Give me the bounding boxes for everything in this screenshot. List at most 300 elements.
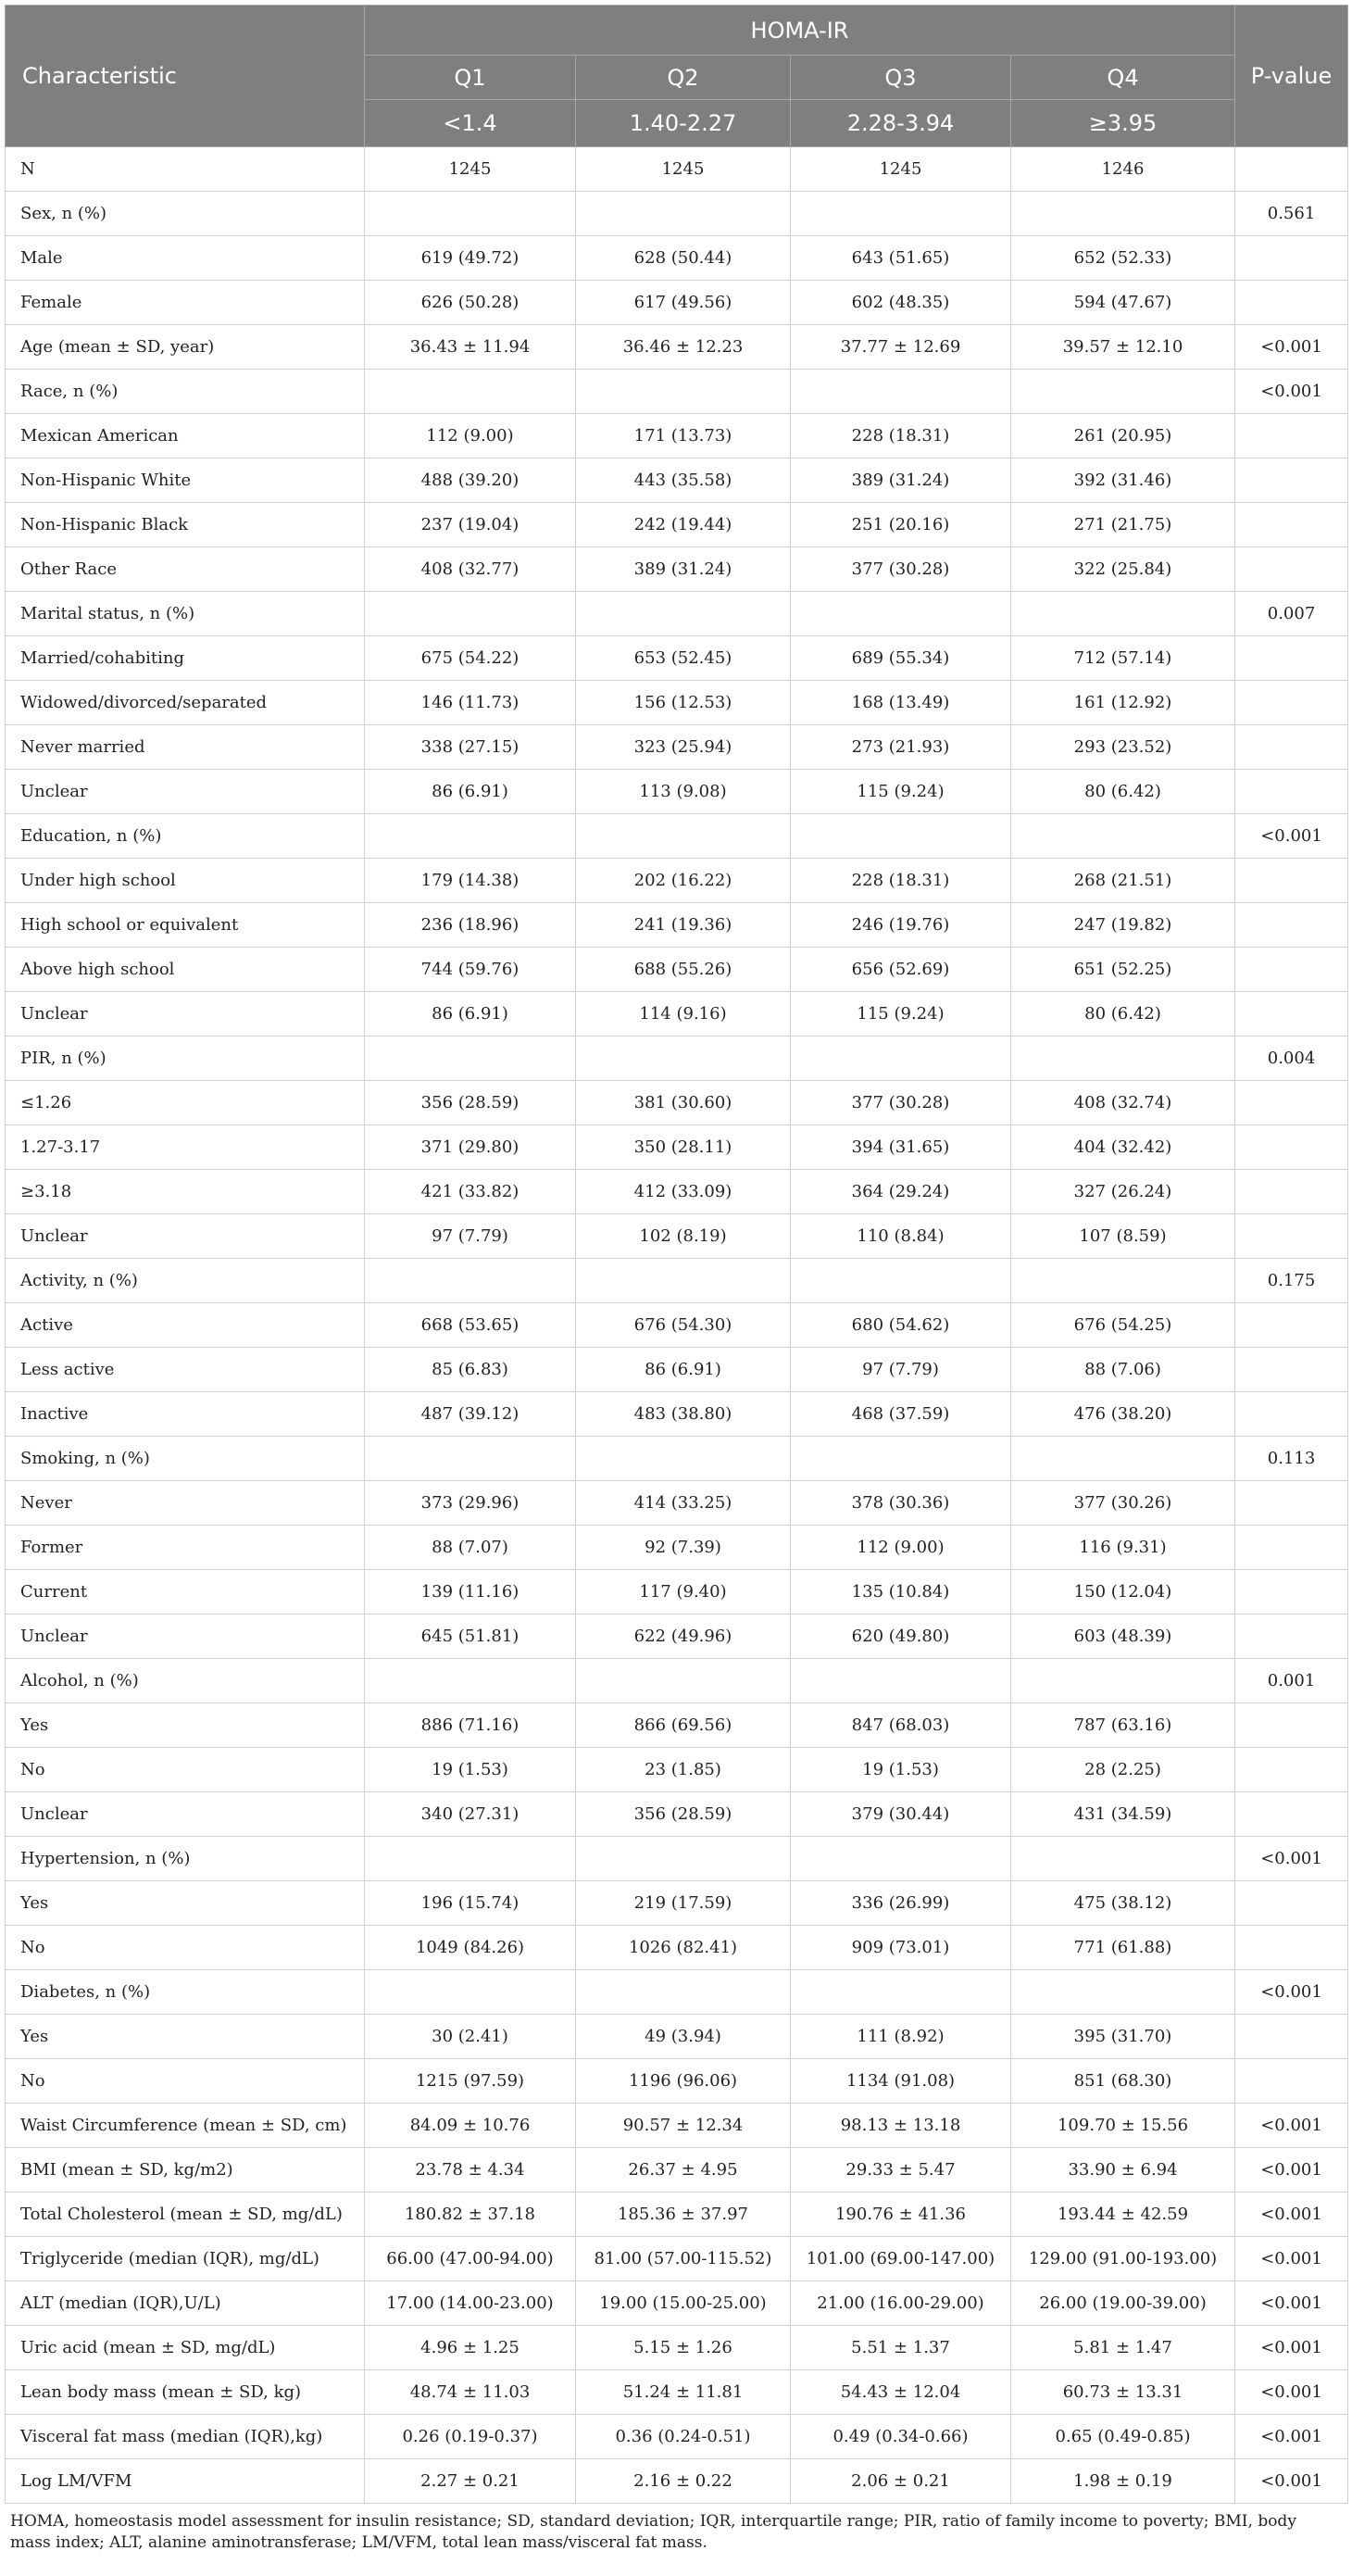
quartile-value-cell: 5.51 ± 1.37 xyxy=(791,2326,1011,2370)
table-row xyxy=(6,1481,1348,1526)
quartile-value-cell: 379 (30.44) xyxy=(791,1792,1011,1837)
quartile-value-cell: 651 (52.25) xyxy=(1011,948,1235,992)
quartile-value-cell xyxy=(791,1970,1011,2015)
quartile-value-cell: 680 (54.62) xyxy=(791,1303,1011,1348)
quartile-value-cell: 364 (29.24) xyxy=(791,1170,1011,1214)
table-row xyxy=(6,948,1348,992)
quartile-value-cell: 33.90 ± 6.94 xyxy=(1011,2148,1235,2193)
table-row xyxy=(6,903,1348,948)
quartile-value-cell xyxy=(791,370,1011,414)
table-row xyxy=(6,636,1348,681)
quartile-value-cell: 628 (50.44) xyxy=(576,236,791,281)
quartile-value-cell: 80 (6.42) xyxy=(1011,770,1235,814)
quartile-value-cell: 336 (26.99) xyxy=(791,1881,1011,1926)
quartile-value-cell: 356 (28.59) xyxy=(576,1792,791,1837)
quartile-value-cell: 603 (48.39) xyxy=(1011,1615,1235,1659)
row-label: Lean body mass (mean ± SD, kg) xyxy=(6,2370,365,2415)
pvalue-cell xyxy=(1235,859,1348,903)
table-row xyxy=(6,1125,1348,1170)
quartile-value-cell: 408 (32.74) xyxy=(1011,1081,1235,1125)
quartile-value-cell xyxy=(791,1837,1011,1881)
quartile-range-header: <1.4 xyxy=(365,100,576,147)
pvalue-cell: <0.001 xyxy=(1235,2193,1348,2237)
quartile-value-cell: 392 (31.46) xyxy=(1011,459,1235,503)
row-label: Triglyceride (median (IQR), mg/dL) xyxy=(6,2237,365,2281)
table-row xyxy=(6,770,1348,814)
quartile-value-cell xyxy=(791,1437,1011,1481)
pvalue-cell xyxy=(1235,681,1348,725)
table-row xyxy=(6,147,1348,192)
table-row xyxy=(6,2459,1348,2504)
quartile-value-cell: 1026 (82.41) xyxy=(576,1926,791,1970)
row-label: No xyxy=(6,1926,365,1970)
quartile-value-cell: 909 (73.01) xyxy=(791,1926,1011,1970)
quartile-value-cell: 787 (63.16) xyxy=(1011,1703,1235,1748)
row-label: PIR, n (%) xyxy=(6,1037,365,1081)
quartile-value-cell: 242 (19.44) xyxy=(576,503,791,547)
row-label: Unclear xyxy=(6,770,365,814)
quartile-value-cell: 88 (7.06) xyxy=(1011,1348,1235,1392)
table-row xyxy=(6,2281,1348,2326)
quartile-value-cell: 712 (57.14) xyxy=(1011,636,1235,681)
homa-ir-group-header: HOMA-IR xyxy=(365,6,1235,56)
quartile-value-cell xyxy=(365,1659,576,1703)
quartile-value-cell: 594 (47.67) xyxy=(1011,281,1235,325)
quartile-value-cell: 179 (14.38) xyxy=(365,859,576,903)
quartile-value-cell: 26.37 ± 4.95 xyxy=(576,2148,791,2193)
table-row xyxy=(6,503,1348,547)
quartile-value-cell: 241 (19.36) xyxy=(576,903,791,948)
row-label: Under high school xyxy=(6,859,365,903)
quartile-value-cell: 389 (31.24) xyxy=(576,547,791,592)
quartile-value-cell xyxy=(365,814,576,859)
table-row xyxy=(6,2148,1348,2193)
quartile-range-header: 2.28-3.94 xyxy=(791,100,1011,147)
row-label: Unclear xyxy=(6,1615,365,1659)
quartile-value-cell: 193.44 ± 42.59 xyxy=(1011,2193,1235,2237)
table-row xyxy=(6,2415,1348,2459)
quartile-value-cell xyxy=(365,192,576,236)
quartile-value-cell: 113 (9.08) xyxy=(576,770,791,814)
table-row xyxy=(6,681,1348,725)
table-row xyxy=(6,325,1348,370)
pvalue-cell: 0.007 xyxy=(1235,592,1348,636)
row-label: Education, n (%) xyxy=(6,814,365,859)
table-row xyxy=(6,1837,1348,1881)
quartile-value-cell: 171 (13.73) xyxy=(576,414,791,459)
quartile-value-cell: 247 (19.82) xyxy=(1011,903,1235,948)
quartile-value-cell: 271 (21.75) xyxy=(1011,503,1235,547)
quartile-value-cell: 23.78 ± 4.34 xyxy=(365,2148,576,2193)
quartile-value-cell: 102 (8.19) xyxy=(576,1214,791,1259)
quartile-value-cell: 389 (31.24) xyxy=(791,459,1011,503)
row-label: Smoking, n (%) xyxy=(6,1437,365,1481)
pvalue-cell xyxy=(1235,903,1348,948)
quartile-value-cell xyxy=(791,1259,1011,1303)
quartile-value-cell: 54.43 ± 12.04 xyxy=(791,2370,1011,2415)
pvalue-cell: <0.001 xyxy=(1235,2459,1348,2504)
row-label: Female xyxy=(6,281,365,325)
row-label: Current xyxy=(6,1570,365,1615)
quartile-value-cell: 4.96 ± 1.25 xyxy=(365,2326,576,2370)
quartile-value-cell: 643 (51.65) xyxy=(791,236,1011,281)
row-label: Sex, n (%) xyxy=(6,192,365,236)
pvalue-cell xyxy=(1235,1526,1348,1570)
quartile-value-cell: 101.00 (69.00-147.00) xyxy=(791,2237,1011,2281)
pvalue-cell xyxy=(1235,992,1348,1037)
quartile-value-cell: 251 (20.16) xyxy=(791,503,1011,547)
row-label: Married/cohabiting xyxy=(6,636,365,681)
table-row xyxy=(6,2326,1348,2370)
row-label: ALT (median (IQR),U/L) xyxy=(6,2281,365,2326)
quartile-value-cell: 21.00 (16.00-29.00) xyxy=(791,2281,1011,2326)
quartile-value-cell xyxy=(1011,1837,1235,1881)
quartile-value-cell: 847 (68.03) xyxy=(791,1703,1011,1748)
quartile-value-cell: 196 (15.74) xyxy=(365,1881,576,1926)
quartile-value-cell: 443 (35.58) xyxy=(576,459,791,503)
pvalue-cell xyxy=(1235,1392,1348,1437)
quartile-value-cell: 261 (20.95) xyxy=(1011,414,1235,459)
quartile-value-cell: 619 (49.72) xyxy=(365,236,576,281)
quartile-value-cell: 115 (9.24) xyxy=(791,992,1011,1037)
table-row xyxy=(6,1303,1348,1348)
quartile-value-cell: 1245 xyxy=(791,147,1011,192)
pvalue-cell: 0.004 xyxy=(1235,1037,1348,1081)
quartile-value-cell: 185.36 ± 37.97 xyxy=(576,2193,791,2237)
pvalue-cell: <0.001 xyxy=(1235,2104,1348,2148)
quartile-value-cell: 431 (34.59) xyxy=(1011,1792,1235,1837)
pvalue-cell: <0.001 xyxy=(1235,1970,1348,2015)
quartile-value-cell: 602 (48.35) xyxy=(791,281,1011,325)
pvalue-cell xyxy=(1235,147,1348,192)
row-label: No xyxy=(6,2059,365,2104)
row-label: Age (mean ± SD, year) xyxy=(6,325,365,370)
quartile-value-cell: 17.00 (14.00-23.00) xyxy=(365,2281,576,2326)
quartile-value-cell xyxy=(791,814,1011,859)
row-label: Never married xyxy=(6,725,365,770)
quartile-value-cell: 323 (25.94) xyxy=(576,725,791,770)
quartile-value-cell: 237 (19.04) xyxy=(365,503,576,547)
quartile-value-cell: 412 (33.09) xyxy=(576,1170,791,1214)
table-row xyxy=(6,859,1348,903)
quartile-value-cell: 26.00 (19.00-39.00) xyxy=(1011,2281,1235,2326)
quartile-value-cell: 49 (3.94) xyxy=(576,2015,791,2059)
table-row xyxy=(6,414,1348,459)
quartile-value-cell: 202 (16.22) xyxy=(576,859,791,903)
quartile-value-cell: 1196 (96.06) xyxy=(576,2059,791,2104)
table-row xyxy=(6,1214,1348,1259)
quartile-value-cell: 23 (1.85) xyxy=(576,1748,791,1792)
quartile-value-cell: 37.77 ± 12.69 xyxy=(791,325,1011,370)
pvalue-cell xyxy=(1235,948,1348,992)
pvalue-cell xyxy=(1235,2015,1348,2059)
quartile-value-cell: 5.15 ± 1.26 xyxy=(576,2326,791,2370)
pvalue-cell: 0.175 xyxy=(1235,1259,1348,1303)
quartile-value-cell xyxy=(791,592,1011,636)
table-row xyxy=(6,2059,1348,2104)
quartile-value-cell xyxy=(1011,192,1235,236)
pvalue-cell xyxy=(1235,770,1348,814)
table-row xyxy=(6,725,1348,770)
quartile-value-cell: 688 (55.26) xyxy=(576,948,791,992)
table-row xyxy=(6,236,1348,281)
table-row xyxy=(6,1437,1348,1481)
quartile-value-cell xyxy=(576,1659,791,1703)
quartile-value-cell: 180.82 ± 37.18 xyxy=(365,2193,576,2237)
pvalue-cell: <0.001 xyxy=(1235,325,1348,370)
row-label: Other Race xyxy=(6,547,365,592)
row-label: High school or equivalent xyxy=(6,903,365,948)
quartile-value-cell: 340 (27.31) xyxy=(365,1792,576,1837)
quartile-value-cell xyxy=(576,192,791,236)
quartile-value-cell: 322 (25.84) xyxy=(1011,547,1235,592)
quartile-value-cell xyxy=(791,1659,1011,1703)
table-row xyxy=(6,192,1348,236)
quartile-value-cell: 228 (18.31) xyxy=(791,859,1011,903)
pvalue-cell xyxy=(1235,1792,1348,1837)
table-row xyxy=(6,459,1348,503)
quartile-value-cell: 468 (37.59) xyxy=(791,1392,1011,1437)
pvalue-cell: 0.561 xyxy=(1235,192,1348,236)
quartile-value-cell xyxy=(576,1437,791,1481)
quartile-value-cell: 414 (33.25) xyxy=(576,1481,791,1526)
pvalue-cell: <0.001 xyxy=(1235,2326,1348,2370)
quartile-value-cell: 356 (28.59) xyxy=(365,1081,576,1125)
quartile-value-cell: 97 (7.79) xyxy=(791,1348,1011,1392)
table-row xyxy=(6,2104,1348,2148)
quartile-value-cell: 236 (18.96) xyxy=(365,903,576,948)
pvalue-cell xyxy=(1235,236,1348,281)
quartile-value-cell: 617 (49.56) xyxy=(576,281,791,325)
table-row xyxy=(6,1881,1348,1926)
row-label: Less active xyxy=(6,1348,365,1392)
quartile-value-cell xyxy=(365,1037,576,1081)
table-row xyxy=(6,1570,1348,1615)
pvalue-cell xyxy=(1235,1348,1348,1392)
row-label: Diabetes, n (%) xyxy=(6,1970,365,2015)
quartile-value-cell: 111 (8.92) xyxy=(791,2015,1011,2059)
baseline-characteristics-table xyxy=(5,5,1348,2504)
quartile-value-cell: 19 (1.53) xyxy=(365,1748,576,1792)
characteristic-header: Characteristic xyxy=(6,6,365,147)
quartile-value-cell: 1245 xyxy=(576,147,791,192)
table-row xyxy=(6,2237,1348,2281)
pvalue-cell: <0.001 xyxy=(1235,2281,1348,2326)
quartile-value-cell: 109.70 ± 15.56 xyxy=(1011,2104,1235,2148)
pvalue-cell: <0.001 xyxy=(1235,2237,1348,2281)
pvalue-cell: 0.001 xyxy=(1235,1659,1348,1703)
quartile-value-cell: 29.33 ± 5.47 xyxy=(791,2148,1011,2193)
pvalue-cell: <0.001 xyxy=(1235,370,1348,414)
quartile-value-cell: 39.57 ± 12.10 xyxy=(1011,325,1235,370)
quartile-value-cell: 1134 (91.08) xyxy=(791,2059,1011,2104)
quartile-value-cell: 404 (32.42) xyxy=(1011,1125,1235,1170)
quartile-value-cell: 115 (9.24) xyxy=(791,770,1011,814)
table-row xyxy=(6,1703,1348,1748)
table-row xyxy=(6,1348,1348,1392)
quartile-value-cell xyxy=(576,1970,791,2015)
quartile-header: Q4 xyxy=(1011,56,1235,100)
pvalue-cell: 0.113 xyxy=(1235,1437,1348,1481)
row-label: 1.27-3.17 xyxy=(6,1125,365,1170)
row-label: Log LM/VFM xyxy=(6,2459,365,2504)
quartile-value-cell: 36.43 ± 11.94 xyxy=(365,325,576,370)
quartile-value-cell: 668 (53.65) xyxy=(365,1303,576,1348)
quartile-value-cell xyxy=(365,1259,576,1303)
quartile-value-cell: 1215 (97.59) xyxy=(365,2059,576,2104)
quartile-value-cell: 0.36 (0.24-0.51) xyxy=(576,2415,791,2459)
quartile-value-cell xyxy=(365,370,576,414)
quartile-value-cell xyxy=(576,1037,791,1081)
quartile-value-cell: 2.06 ± 0.21 xyxy=(791,2459,1011,2504)
row-label: Yes xyxy=(6,2015,365,2059)
row-label: Male xyxy=(6,236,365,281)
quartile-value-cell xyxy=(365,1970,576,2015)
row-label: Mexican American xyxy=(6,414,365,459)
table-row xyxy=(6,1926,1348,1970)
quartile-value-cell: 19 (1.53) xyxy=(791,1748,1011,1792)
quartile-value-cell: 60.73 ± 13.31 xyxy=(1011,2370,1235,2415)
table-row xyxy=(6,547,1348,592)
quartile-value-cell: 408 (32.77) xyxy=(365,547,576,592)
table-row xyxy=(6,1748,1348,1792)
pvalue-cell xyxy=(1235,503,1348,547)
quartile-value-cell: 293 (23.52) xyxy=(1011,725,1235,770)
row-label: Visceral fat mass (median (IQR),kg) xyxy=(6,2415,365,2459)
quartile-value-cell: 377 (30.26) xyxy=(1011,1481,1235,1526)
quartile-value-cell xyxy=(576,814,791,859)
table-row xyxy=(6,1081,1348,1125)
quartile-value-cell xyxy=(365,1437,576,1481)
row-label: Active xyxy=(6,1303,365,1348)
row-label: Former xyxy=(6,1526,365,1570)
table-row xyxy=(6,370,1348,414)
quartile-value-cell: 0.65 (0.49-0.85) xyxy=(1011,2415,1235,2459)
pvalue-cell xyxy=(1235,1481,1348,1526)
quartile-value-cell: 86 (6.91) xyxy=(365,770,576,814)
quartile-value-cell: 139 (11.16) xyxy=(365,1570,576,1615)
quartile-value-cell: 652 (52.33) xyxy=(1011,236,1235,281)
quartile-value-cell: 80 (6.42) xyxy=(1011,992,1235,1037)
quartile-value-cell: 676 (54.30) xyxy=(576,1303,791,1348)
quartile-value-cell xyxy=(576,592,791,636)
quartile-value-cell: 107 (8.59) xyxy=(1011,1214,1235,1259)
pvalue-cell: <0.001 xyxy=(1235,814,1348,859)
quartile-value-cell: 1.98 ± 0.19 xyxy=(1011,2459,1235,2504)
quartile-value-cell: 81.00 (57.00-115.52) xyxy=(576,2237,791,2281)
quartile-value-cell: 156 (12.53) xyxy=(576,681,791,725)
table-footnote: HOMA, homeostasis model assessment for insulin resistance; SD, standard deviation; IQR, interquartile range; PIR, ratio of family income to poverty; BMI, body mass index; ALT, alanine aminotransferase; LM/VFM, total lean mass/visceral fat mass. xyxy=(10,2512,1296,2552)
quartile-value-cell xyxy=(1011,1037,1235,1081)
quartile-value-cell: 219 (17.59) xyxy=(576,1881,791,1926)
row-label: Never xyxy=(6,1481,365,1526)
pvalue-cell xyxy=(1235,1881,1348,1926)
quartile-value-cell: 88 (7.07) xyxy=(365,1526,576,1570)
quartile-value-cell: 381 (30.60) xyxy=(576,1081,791,1125)
quartile-value-cell: 30 (2.41) xyxy=(365,2015,576,2059)
quartile-value-cell xyxy=(1011,1259,1235,1303)
pvalue-cell xyxy=(1235,547,1348,592)
quartile-value-cell: 676 (54.25) xyxy=(1011,1303,1235,1348)
quartile-value-cell: 129.00 (91.00-193.00) xyxy=(1011,2237,1235,2281)
quartile-value-cell: 66.00 (47.00-94.00) xyxy=(365,2237,576,2281)
quartile-value-cell: 19.00 (15.00-25.00) xyxy=(576,2281,791,2326)
quartile-value-cell: 28 (2.25) xyxy=(1011,1748,1235,1792)
row-label: Above high school xyxy=(6,948,365,992)
quartile-value-cell xyxy=(791,1037,1011,1081)
quartile-value-cell: 1049 (84.26) xyxy=(365,1926,576,1970)
quartile-value-cell: 48.74 ± 11.03 xyxy=(365,2370,576,2415)
quartile-value-cell: 98.13 ± 13.18 xyxy=(791,2104,1011,2148)
table-row xyxy=(6,2015,1348,2059)
quartile-value-cell: 620 (49.80) xyxy=(791,1615,1011,1659)
table-row xyxy=(6,592,1348,636)
quartile-value-cell: 112 (9.00) xyxy=(365,414,576,459)
table-row xyxy=(6,1392,1348,1437)
quartile-value-cell: 246 (19.76) xyxy=(791,903,1011,948)
pvalue-cell: <0.001 xyxy=(1235,1837,1348,1881)
quartile-value-cell: 851 (68.30) xyxy=(1011,2059,1235,2104)
quartile-header: Q2 xyxy=(576,56,791,100)
pvalue-cell: <0.001 xyxy=(1235,2370,1348,2415)
quartile-range-header: 1.40-2.27 xyxy=(576,100,791,147)
row-label: Unclear xyxy=(6,1792,365,1837)
row-label: N xyxy=(6,147,365,192)
quartile-header: Q1 xyxy=(365,56,576,100)
quartile-value-cell: 373 (29.96) xyxy=(365,1481,576,1526)
pvalue-cell xyxy=(1235,1170,1348,1214)
quartile-value-cell: 371 (29.80) xyxy=(365,1125,576,1170)
row-label: Race, n (%) xyxy=(6,370,365,414)
quartile-range-header: ≥3.95 xyxy=(1011,100,1235,147)
quartile-value-cell: 487 (39.12) xyxy=(365,1392,576,1437)
quartile-value-cell: 744 (59.76) xyxy=(365,948,576,992)
table-row xyxy=(6,992,1348,1037)
quartile-value-cell xyxy=(1011,1970,1235,2015)
pvalue-cell xyxy=(1235,1081,1348,1125)
pvalue-cell xyxy=(1235,1125,1348,1170)
row-label: Non-Hispanic White xyxy=(6,459,365,503)
quartile-value-cell: 110 (8.84) xyxy=(791,1214,1011,1259)
table-row xyxy=(6,1526,1348,1570)
quartile-value-cell: 886 (71.16) xyxy=(365,1703,576,1748)
pvalue-cell: <0.001 xyxy=(1235,2148,1348,2193)
quartile-value-cell xyxy=(1011,1437,1235,1481)
pvalue-cell xyxy=(1235,1748,1348,1792)
pvalue-cell: <0.001 xyxy=(1235,2415,1348,2459)
quartile-value-cell xyxy=(791,192,1011,236)
quartile-value-cell: 273 (21.93) xyxy=(791,725,1011,770)
row-label: Alcohol, n (%) xyxy=(6,1659,365,1703)
row-label: Hypertension, n (%) xyxy=(6,1837,365,1881)
quartile-value-cell: 86 (6.91) xyxy=(365,992,576,1037)
pvalue-cell xyxy=(1235,414,1348,459)
quartile-value-cell: 377 (30.28) xyxy=(791,547,1011,592)
quartile-value-cell xyxy=(1011,370,1235,414)
quartile-value-cell: 0.26 (0.19-0.37) xyxy=(365,2415,576,2459)
quartile-value-cell xyxy=(365,1837,576,1881)
pvalue-cell xyxy=(1235,1303,1348,1348)
row-label: ≥3.18 xyxy=(6,1170,365,1214)
row-label: ≤1.26 xyxy=(6,1081,365,1125)
quartile-value-cell: 395 (31.70) xyxy=(1011,2015,1235,2059)
row-label: Unclear xyxy=(6,1214,365,1259)
quartile-value-cell: 135 (10.84) xyxy=(791,1570,1011,1615)
pvalue-cell xyxy=(1235,459,1348,503)
table-row xyxy=(6,2193,1348,2237)
quartile-value-cell: 488 (39.20) xyxy=(365,459,576,503)
table-body xyxy=(6,147,1348,2504)
